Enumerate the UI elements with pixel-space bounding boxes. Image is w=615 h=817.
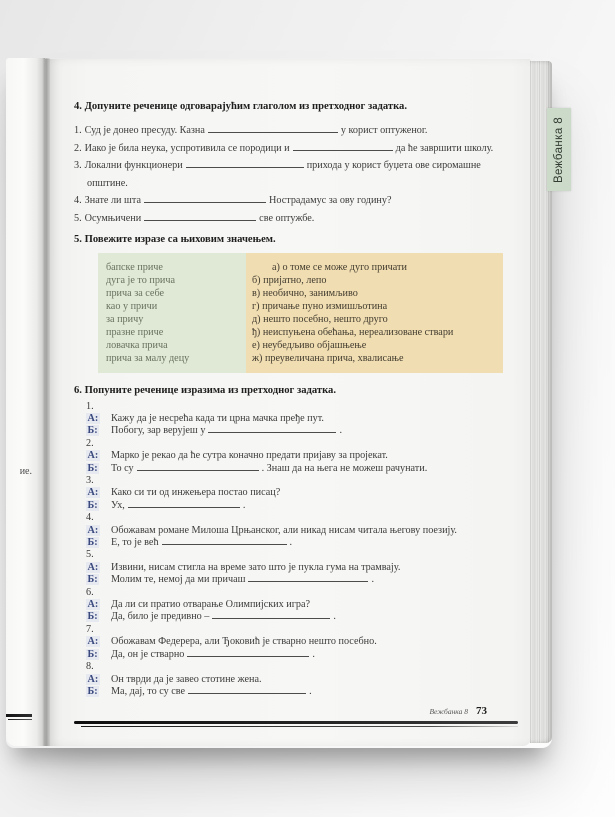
dialogue-number: 2.	[86, 437, 94, 449]
sentence-item	[74, 140, 518, 158]
dialogue-text: Он тврди да је завео стотине жена.	[111, 673, 262, 685]
dialogue-text: То су . Знаш да на њега не можеш рачунати.	[111, 462, 428, 474]
dialogue-line-a	[74, 562, 518, 574]
speaker-b-label: Б:	[87, 685, 98, 697]
book-gutter-shadow	[42, 58, 50, 746]
dialogue-text: Обожавам романе Милоша Црњанског, али никад нисам читала његову поезију.	[111, 524, 457, 536]
expression-item: као у причи	[106, 300, 158, 312]
item-number: 2.	[74, 142, 82, 154]
speaker-b-label: Б:	[87, 499, 98, 511]
exercise-4-items	[74, 122, 518, 228]
dialogue-item	[74, 512, 518, 549]
dialogue-line-b	[74, 574, 518, 586]
dialogue-line-b	[74, 611, 518, 623]
exercise-5-section	[74, 233, 518, 373]
dialogue-line-b	[74, 649, 518, 661]
dialogue-line-a	[74, 599, 518, 611]
sentence-post: прихода у корист буџета ове сиромашне општине.	[87, 160, 481, 189]
fill-in-blank	[187, 649, 309, 657]
dialogue-line-b	[74, 537, 518, 549]
sentence-item	[74, 210, 518, 228]
chapter-tab-label: Вежбанка 8	[553, 116, 565, 183]
speaker-a-label: А:	[87, 636, 99, 648]
dialogue-item	[74, 438, 518, 475]
item-number: 5.	[74, 212, 82, 224]
dialogue-number: 6.	[86, 586, 94, 598]
dialogue-text: Обожавам Федерера, али Ђоковић је стварно нешто посебно.	[111, 636, 377, 648]
expression-item: бапске приче	[106, 261, 163, 273]
dialogue-text: Марко је рекао да ће сутра коначно предати пријаву за пројекат.	[111, 450, 388, 462]
speaker-b-label: Б:	[87, 648, 98, 660]
footer-rule	[74, 721, 518, 727]
dialogue-list	[74, 401, 518, 699]
meaning-item: б) пријатно, лепо	[252, 274, 327, 286]
dialogue-text: Да ли си пратио отварање Олимпијских игра?	[111, 599, 311, 611]
sentence-item	[74, 192, 518, 210]
sentence-pre: Знате ли шта	[84, 195, 142, 207]
meaning-item: ж) преувеличана прича, хвалисање	[252, 352, 404, 364]
fill-in-blank	[208, 124, 338, 133]
sentence-post: у корист оптуженог.	[340, 125, 428, 136]
meaning-item: д) нешто посебно, нешто друго	[252, 313, 388, 325]
dialogue-text: Е, то је већ .	[111, 537, 293, 549]
speaker-b-label: Б:	[87, 574, 98, 586]
dialogue-text: Да, он је стварно .	[111, 648, 315, 660]
page-footer	[74, 705, 518, 718]
dialogue-item	[74, 475, 518, 512]
sentence-pre: Суд је донео пресуду. Казна	[84, 125, 205, 136]
dialogue-text: Ма, дај, то су све .	[111, 685, 312, 697]
sentence-item	[74, 122, 518, 140]
dialogue-item	[74, 401, 518, 438]
speaker-b-label: Б:	[87, 462, 98, 474]
dialogue-number: 7.	[86, 623, 94, 635]
speaker-a-label: А:	[87, 450, 99, 462]
dialogue-text: Ух, .	[111, 499, 246, 511]
dialogue-number: 8.	[86, 661, 94, 673]
speaker-a-label: А:	[87, 599, 99, 611]
dialogue-item	[74, 661, 518, 698]
meaning-item: е) неубедљиво објашњење	[252, 339, 367, 351]
expression-item: празне приче	[106, 326, 164, 338]
left-page-edge	[6, 58, 45, 746]
sentence-pre: Иако је била неука, успротивила се породици и	[84, 142, 290, 154]
dialogue-line-b	[74, 500, 518, 512]
speaker-a-label: А:	[87, 487, 99, 499]
speaker-b-label: Б:	[87, 425, 98, 437]
sentence-pre: Локални функционери	[84, 160, 183, 172]
expression-item: дуга је то прича	[106, 274, 176, 286]
expression-item: прича за себе	[106, 287, 165, 299]
dialogue-line-a	[74, 674, 518, 686]
exercise-6-title: 6. Попуните реченице изразима из претходног задатка.	[74, 384, 337, 396]
fill-in-blank	[248, 574, 368, 582]
page-content	[74, 59, 518, 746]
speaker-a-label: А:	[87, 524, 99, 536]
dialogue-line-a	[74, 487, 518, 499]
exercise-5-title: 5. Повежите изразе са њиховим значењем.	[74, 233, 276, 245]
dialogue-number: 4.	[86, 512, 94, 524]
speaker-a-label: А:	[87, 561, 99, 573]
dialogue-line-b	[74, 425, 518, 437]
expression-item: прича за малу децу	[106, 352, 190, 364]
dialogue-item	[74, 587, 518, 624]
item-number: 1.	[74, 125, 82, 136]
dialogue-line-b	[74, 686, 518, 698]
meaning-item: а) о томе се може дуго причати	[272, 261, 407, 273]
dialogue-line-b	[74, 463, 518, 475]
sentence-post: све оптужбе.	[259, 212, 315, 224]
meaning-item: г) причање пуно измишљотина	[252, 300, 388, 312]
chapter-tab	[547, 108, 571, 191]
matching-table	[98, 253, 503, 373]
sentence-post: Нострадамус за ову годину?	[269, 195, 392, 207]
exercise-4-section	[74, 100, 518, 228]
dialogue-text: Побогу, зар верујеш у .	[111, 425, 342, 437]
dialogue-text: Како си ти од инжењера постао писац?	[111, 487, 281, 499]
fill-in-blank	[144, 194, 266, 203]
dialogue-text: Молим те, немој да ми причаш .	[111, 574, 374, 586]
meaning-item: ђ) неиспуњена обећања, нереализоване ствари	[252, 326, 454, 338]
dialogue-line-a	[74, 636, 518, 648]
left-page-bottom-rule	[6, 714, 32, 720]
speaker-b-label: Б:	[87, 537, 98, 549]
dialogue-number: 3.	[86, 475, 94, 486]
dialogue-item	[74, 624, 518, 661]
dialogue-line-a	[74, 525, 518, 537]
fill-in-blank	[212, 611, 330, 619]
right-page	[45, 59, 565, 746]
expressions-column	[98, 253, 246, 373]
fill-in-blank	[208, 425, 336, 433]
dialogue-number: 5.	[86, 549, 94, 561]
fill-in-blank	[186, 159, 304, 168]
page-number: 73	[476, 705, 487, 718]
fill-in-blank	[162, 537, 287, 545]
fill-in-blank	[137, 463, 259, 471]
exercise-6-section	[74, 384, 518, 699]
dialogue-text: Кажу да је несрећа када ти црна мачка пређе пут.	[111, 412, 324, 424]
open-book	[6, 58, 565, 748]
dialogue-item	[74, 549, 518, 586]
meanings-column	[246, 253, 503, 373]
sentence-post: да ће завршити школу.	[395, 142, 494, 154]
fill-in-blank	[144, 212, 256, 221]
dialogue-number: 1.	[86, 400, 94, 412]
running-title: Вежбанка 8	[429, 707, 468, 717]
fill-in-blank	[128, 500, 240, 508]
exercise-4-title: 4. Допуните реченице одговарајућим глаголом из претходног задатка.	[74, 101, 407, 112]
dialogue-line-a	[74, 413, 518, 425]
speaker-a-label: А:	[87, 412, 99, 424]
dialogue-line-a	[74, 450, 518, 462]
expression-item: за причу	[106, 313, 144, 325]
speaker-a-label: А:	[87, 673, 99, 685]
meaning-item: в) необично, занимљиво	[252, 287, 358, 299]
item-number: 4.	[74, 195, 82, 207]
left-page-text-fragment: ие.	[19, 466, 32, 477]
dialogue-text: Извини, нисам стигла на време зато што је пукла гума на трамвају.	[111, 561, 401, 573]
expression-item: ловачка прича	[106, 339, 168, 351]
sentence-pre: Осумњичени	[84, 212, 142, 224]
sentence-item	[74, 157, 518, 192]
dialogue-text: Да, било је предивно – .	[111, 611, 336, 623]
speaker-b-label: Б:	[87, 611, 98, 623]
fill-in-blank	[293, 142, 393, 151]
fill-in-blank	[188, 686, 306, 694]
item-number: 3.	[74, 160, 82, 172]
